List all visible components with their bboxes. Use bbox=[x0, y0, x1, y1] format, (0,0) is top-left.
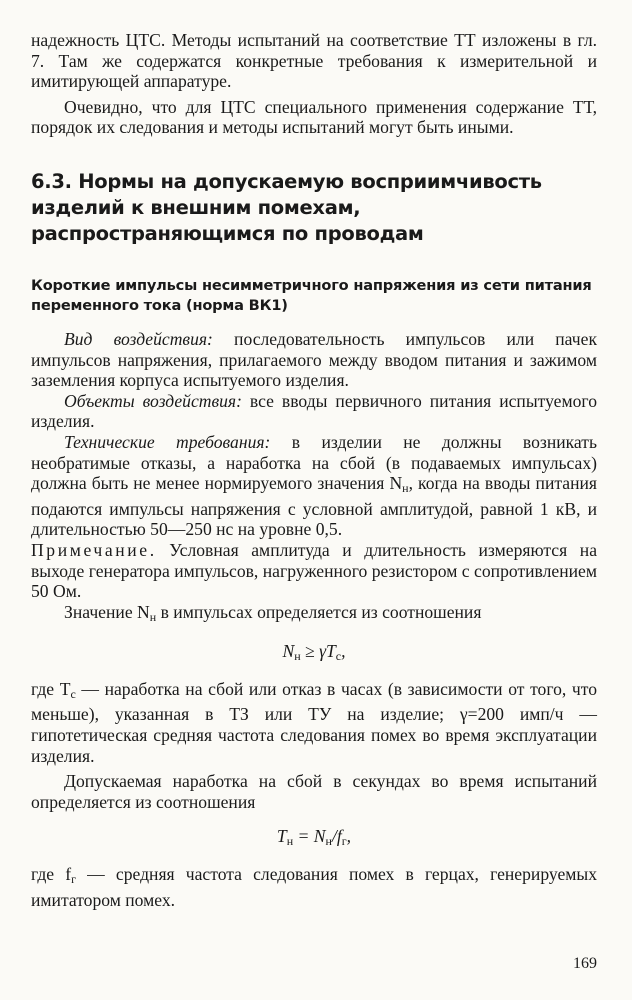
formula-2 bbox=[31, 826, 597, 852]
note-paragraph bbox=[31, 540, 597, 602]
explain-1-a: где T bbox=[31, 678, 71, 699]
formula-2-lhs-sub: н bbox=[286, 834, 294, 849]
tech-req-label: Технические требования: bbox=[64, 431, 271, 452]
formula-2-mid-sub: н bbox=[325, 834, 332, 849]
formula-1-lhs: N bbox=[282, 641, 295, 662]
explain-2-a: где f bbox=[31, 864, 72, 885]
value-line-a: Значение N bbox=[64, 601, 150, 622]
tech-req-paragraph bbox=[31, 432, 597, 540]
top-paragraph: надежность ЦТС. Методы испытаний на соответствие ТТ изложены в гл. 7. Там же содержатся конкретные требования к измерительной и имитирующей аппаратуре. bbox=[31, 30, 597, 92]
formula-2-tail: , bbox=[346, 826, 352, 847]
explain-2-b: — средняя частота следования помех в герцах, генерируемых имитатором помех. bbox=[31, 864, 598, 910]
note-label: Примечание. bbox=[31, 539, 157, 560]
paragraph-2: Очевидно, что для ЦТС специального применения содержание ТТ, порядок их следования и методы испытаний могут быть иными. bbox=[31, 96, 597, 138]
tech-req-sub: н bbox=[402, 481, 409, 496]
tech-req-text-a: в изделии не должны возникать необратимые отказы, а наработка на сбой (в подаваемых импульсах) должна быть не менее нормируемого значения N bbox=[31, 431, 597, 494]
value-line bbox=[31, 602, 597, 628]
tech-req-text-b: , когда на вводы питания подаются импульсы напряжения с условной амплитудой, равной 1 кВ, и длительностью 50—250 нс на уровне 0,5. bbox=[31, 473, 597, 540]
formula-1 bbox=[31, 641, 597, 667]
explain-1-b: — наработка на сбой или отказ в часах (в зависимости от того, что меньше), указанная в ТЗ или ТУ на изделие; γ=200 имп/ч — гипотетическая средняя частота следования помех во время эксплуатации изделия. bbox=[31, 678, 597, 766]
value-line-sub: н bbox=[149, 609, 157, 624]
impact-type-paragraph bbox=[31, 329, 597, 391]
explain-2 bbox=[31, 864, 597, 910]
impact-type-label: Вид воздействия: bbox=[64, 328, 213, 349]
formula-2-div: /f bbox=[331, 826, 342, 847]
formula-2-lhs: T bbox=[276, 826, 287, 847]
explain-1 bbox=[31, 679, 597, 766]
formula-1-tail: , bbox=[341, 641, 346, 662]
formula-1-op: ≥ γT bbox=[300, 641, 336, 662]
formula-2-op: = N bbox=[293, 826, 326, 847]
explain-1-sub: с bbox=[70, 686, 76, 701]
subsection-title: Короткие импульсы несимметричного напряжения из сети питания переменного тока (норма ВК1) bbox=[31, 276, 592, 314]
impact-type-text: последовательность импульсов или пачек импульсов напряжения, прилагаемого между вводом питания и зажимом заземления корпуса испытуемого изделия. bbox=[31, 328, 597, 391]
impact-objects-paragraph bbox=[31, 391, 597, 432]
page-number: 169 bbox=[573, 955, 597, 972]
value-line-b: в импульсах определяется из соотношения bbox=[156, 601, 482, 622]
formula-1-rhs-sub: с bbox=[335, 649, 342, 664]
section-title: 6.3. Нормы на допускаемую восприимчивость изделий к внешним помехам, распространяющимся по проводам bbox=[31, 169, 542, 245]
formula-2-rhs-sub: г bbox=[341, 834, 347, 849]
impact-objects-text: все вводы первичного питания испытуемого изделия. bbox=[31, 390, 597, 432]
note-text: Условная амплитуда и длительность измеряются на выходе генератора импульсов, нагруженного резистором с сопротивлением 50 Ом. bbox=[31, 539, 597, 602]
impact-objects-label: Объекты воздействия: bbox=[64, 390, 242, 411]
formula-1-lhs-sub: н bbox=[294, 649, 301, 664]
allowed-paragraph: Допускаемая наработка на сбой в секундах во время испытаний определяется из соотношения bbox=[31, 771, 597, 812]
page-content bbox=[31, 30, 597, 910]
explain-2-sub: г bbox=[71, 872, 77, 887]
